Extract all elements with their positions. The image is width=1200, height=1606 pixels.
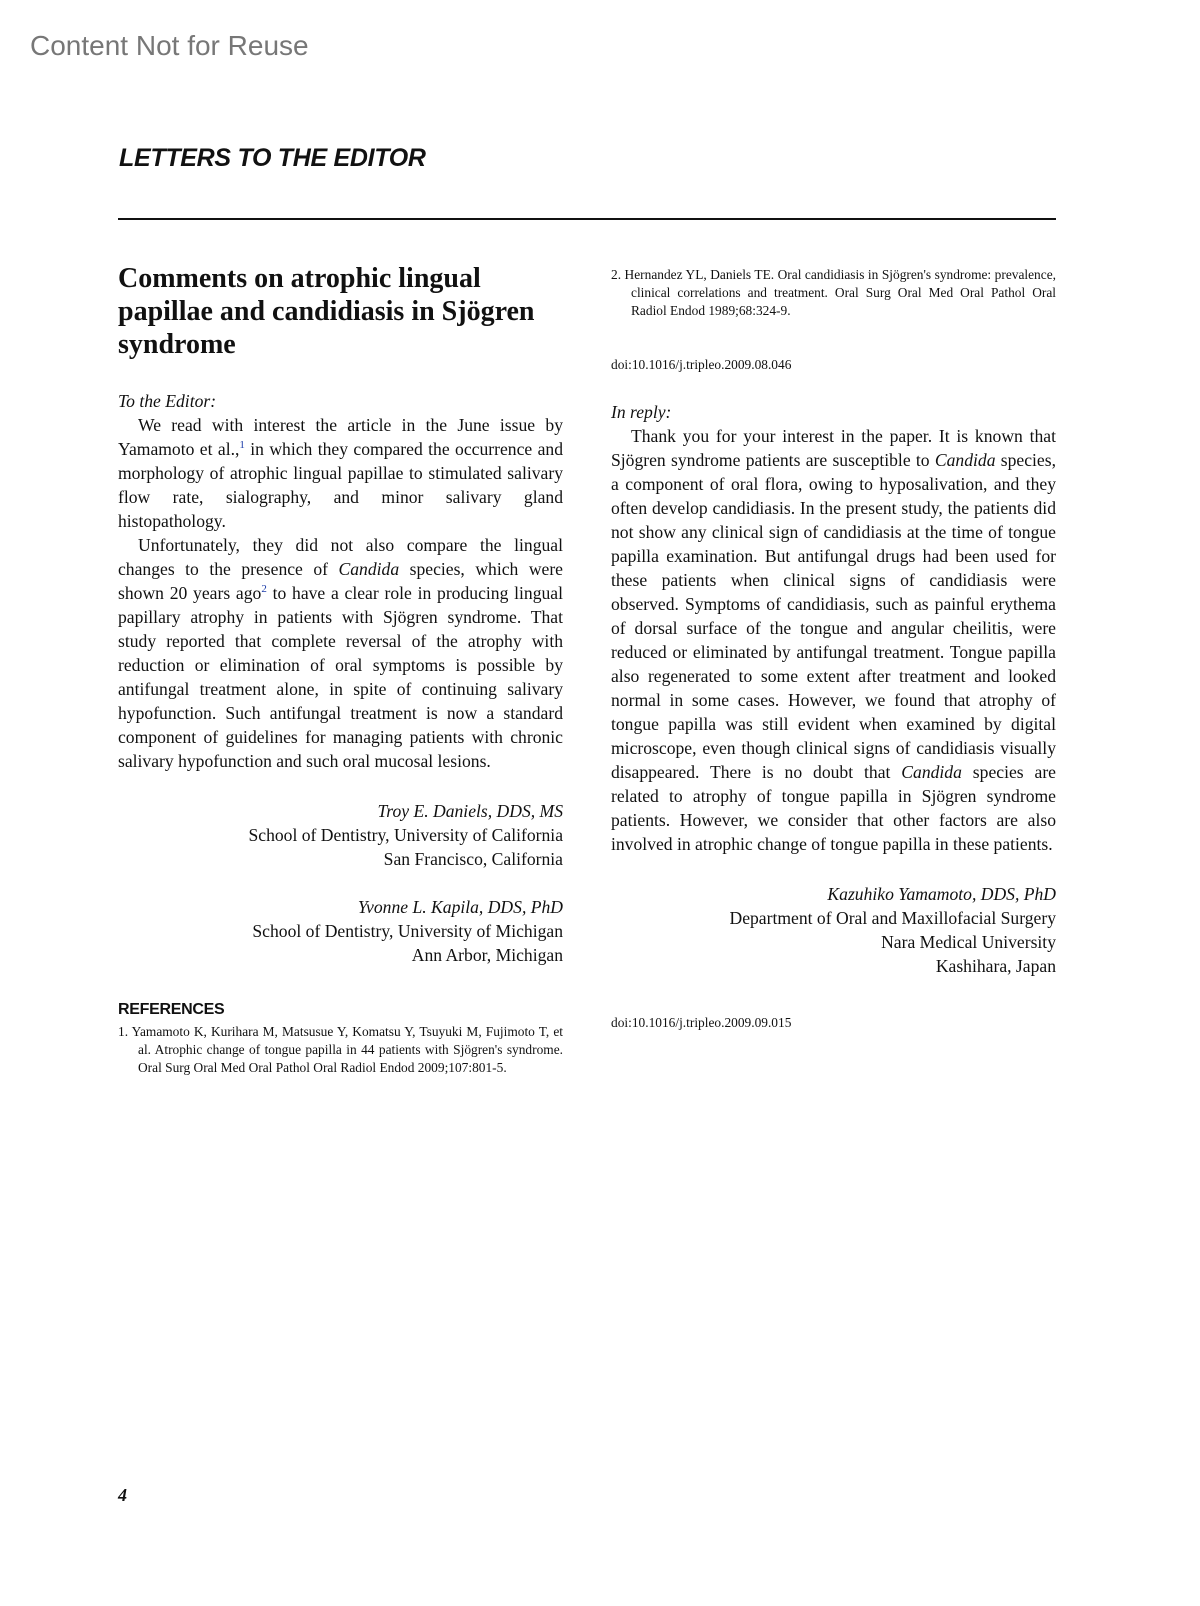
salutation: To the Editor:: [118, 391, 217, 411]
text: species, which were shown 20 years ago: [118, 559, 563, 603]
reply-salutation: In reply:: [611, 402, 672, 422]
text: Unfortunately, they did not also compare the lingual changes to the presence of: [118, 535, 563, 579]
divider: [118, 218, 1056, 220]
paragraph: [611, 424, 1056, 856]
page-number: 4: [118, 1485, 127, 1505]
affiliation: Department of Oral and Maxillofacial Surgery: [729, 908, 1056, 928]
location: Ann Arbor, Michigan: [411, 945, 563, 965]
text: to have a clear role in producing lingual papillary atrophy in patients with Sjögren syndrome. That study reported that complete reversal of the atrophy with reduction or elimination of oral symptoms is possible by antifungal treatment alone, in spite of continuing salivary hypofunction. Such antifungal treatment is now a standard component of guidelines for managing patients with chronic salivary hypofunction and such oral mucosal lesions.: [118, 583, 563, 771]
institution: Nara Medical University: [881, 932, 1056, 952]
signature: [118, 799, 563, 871]
reply-column: [611, 266, 1056, 1032]
citation-link[interactable]: 2: [261, 583, 267, 596]
section-title: LETTERS TO THE EDITOR: [119, 144, 426, 172]
paragraph: [118, 413, 563, 533]
text: species, a component of oral flora, owing to hyposalivation, and they often develop candidiasis. In the present study, the patients did not show any clinical sign of candidiasis at the time of tongue papilla examination. But antifungal drugs had been used for these patients when clinical signs of candidiasis were observed. Symptoms of candidiasis, such as painful erythema of dorsal surface of the tongue and angular cheilitis, were reduced or eliminated by antifungal treatment. Tongue papilla also regenerated to some extent after treatment and looked normal in some cases. However, we found that atrophy of tongue papilla was still evident when examined by digital microscope, even though clinical signs of candidiasis visually disappeared. There is no doubt that: [611, 450, 1056, 782]
letter-column: [118, 262, 563, 1077]
author-name: Yvonne L. Kapila, DDS, PhD: [357, 897, 563, 917]
author-name: Troy E. Daniels, DDS, MS: [377, 801, 563, 821]
location: Kashihara, Japan: [935, 956, 1056, 976]
citation-link[interactable]: 1: [239, 439, 245, 452]
references-heading: REFERENCES: [118, 1001, 225, 1018]
reference-item: 1. Yamamoto K, Kurihara M, Matsusue Y, Komatsu Y, Tsuyuki M, Fujimoto T, et al. Atrophic change of tongue papilla in 44 patients with Sjögren's syndrome. Oral Surg Oral Med Oral Pathol Oral Radiol Endod 2009;107:801-5.: [118, 1024, 563, 1075]
paragraph: [118, 533, 563, 773]
reply-body: [611, 424, 1056, 856]
text: in which they compared the occurrence and morphology of atrophic lingual papillae to stimulated salivary flow rate, sialography, and minor salivary gland histopathology.: [118, 439, 563, 531]
doi[interactable]: doi:10.1016/j.tripleo.2009.08.046: [611, 357, 792, 372]
reference-item: 2. Hernandez YL, Daniels TE. Oral candidiasis in Sjögren's syndrome: prevalence, clinical correlations and treatment. Oral Surg Oral Med Oral Pathol Oral Radiol Endod 1989;68:324-9.: [611, 267, 1056, 318]
text: We read with interest the article in the June issue by Yamamoto et al.,: [118, 415, 563, 459]
italic-text: Candida: [934, 450, 996, 470]
watermark: Content Not for Reuse: [30, 30, 309, 61]
letter-body: [118, 413, 563, 773]
signature: [118, 895, 563, 967]
signature: [611, 882, 1056, 978]
doi[interactable]: doi:10.1016/j.tripleo.2009.09.015: [611, 1015, 792, 1030]
text: species are related to atrophy of tongue papilla in Sjögren syndrome patients. However, we consider that other factors are also involved in atrophic change of tongue papilla in these patients.: [611, 762, 1056, 854]
location: San Francisco, California: [383, 849, 563, 869]
affiliation: School of Dentistry, University of Michigan: [252, 921, 563, 941]
italic-text: Candida: [901, 762, 962, 782]
italic-text: Candida: [338, 559, 400, 579]
article-title: Comments on atrophic lingual papillae and candidiasis in Sjögren syndrome: [118, 263, 535, 360]
affiliation: School of Dentistry, University of California: [248, 825, 563, 845]
text: Thank you for your interest in the paper. It is known that Sjögren syndrome patients are susceptible to: [611, 426, 1056, 470]
author-name: Kazuhiko Yamamoto, DDS, PhD: [827, 884, 1056, 904]
